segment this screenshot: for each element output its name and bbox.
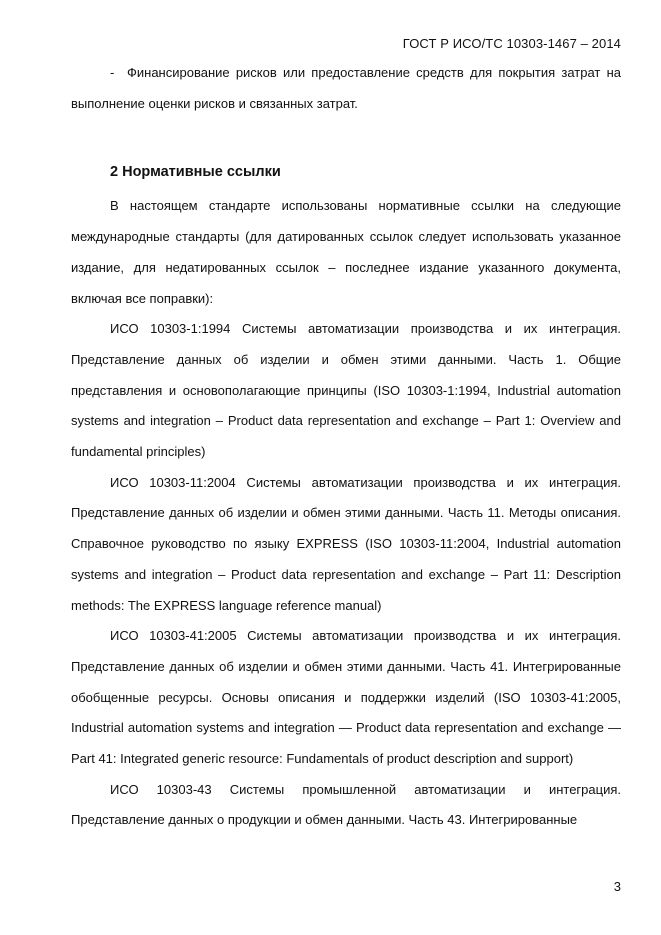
section-heading: 2 Нормативные ссылки — [110, 164, 281, 181]
bullet-item — [71, 58, 621, 119]
reference-paragraph: ИСО 10303-1:1994 Системы автоматизации производства и их интеграция. Представление данных об изделии и обмен этими данными. Часть 1. Общие представления и основополагающие принципы (ISO 10303-1:1994, Industrial automation systems and integration – Product data representation and exchange – Part 1: Overview and fundamental principles) — [71, 321, 621, 460]
section-intro-paragraph: В настоящем стандарте использованы нормативные ссылки на следующие международные стандарты (для датированных ссылок следует использовать указанное издание, для недатированных ссылок – последнее издание указанного документа, включая все поправки): — [71, 198, 621, 306]
bullet-dash: - — [110, 65, 115, 80]
reference-paragraph: ИСО 10303-43 Системы промышленной автоматизации и интеграция. Представление данных о продукции и обмен данными. Часть 43. Интегрированные — [71, 781, 621, 828]
bullet-text: Финансирование рисков или предоставление средств для покрытия затрат на выполнение оценки рисков и связанных затрат. — [71, 65, 621, 111]
document-header-id: ГОСТ Р ИСО/ТС 10303-1467 – 2014 — [402, 36, 621, 51]
reference-paragraph: ИСО 10303-11:2004 Системы автоматизации производства и их интеграция. Представление данных об изделии и обмен этими данными. Часть 11. Методы описания. Справочное руководство по языку EXPRESS (ISO 10303-11:2004, Industrial automation systems and integration – Product data representation and exchange – Part 11: Description methods: The EXPRESS language reference manual) — [71, 474, 621, 613]
page-number: 3 — [613, 879, 621, 894]
reference-paragraph: ИСО 10303-41:2005 Системы автоматизации производства и их интеграция. Представление данных об изделии и обмен этими данными. Часть 41. Интегрированные обобщенные ресурсы. Основы описания и поддержки изделий (ISO 10303-41:2005, Industrial automation systems and integration — Product data representation and exchange — Part 41: Integrated generic resource: Fundamentals of product description and support) — [71, 628, 621, 767]
page-content — [71, 58, 621, 836]
